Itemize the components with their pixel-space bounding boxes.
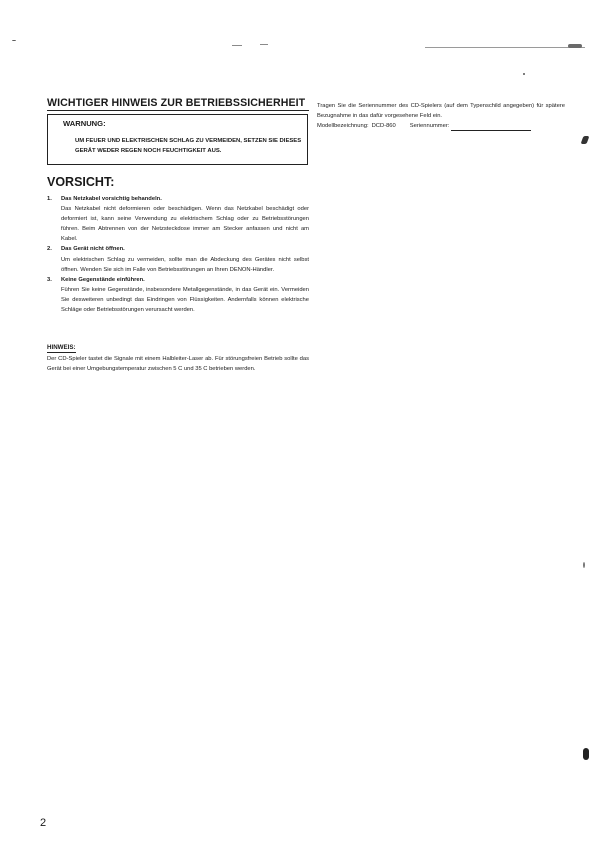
caution-item-number: 3. (47, 276, 52, 283)
page-number: 2 (40, 817, 47, 829)
model-value: DCD-860 (371, 123, 396, 129)
serial-label: Seriennummer: (409, 123, 450, 129)
warning-heading: WARNUNG: (63, 119, 106, 128)
scan-artifact-line (260, 44, 268, 45)
caution-item (47, 244, 309, 274)
scan-artifact-line (232, 45, 242, 46)
caution-item (47, 275, 309, 315)
scan-artifact-speck (523, 73, 525, 75)
serial-number-blank-line (451, 123, 531, 131)
serial-fields (317, 121, 531, 131)
model-label: Modellbezeichnung: (317, 123, 369, 129)
scan-artifact-speck (581, 136, 590, 144)
scan-artifact-line (425, 47, 585, 48)
caution-item-heading: Das Netzkabel vorsichtig behandeln. (61, 196, 162, 202)
caution-list (47, 194, 309, 315)
scan-artifact-speck (583, 562, 585, 568)
caution-item-text: Führen Sie keine Gegenstände, insbesondere Metallgegenstände, in das Gerät ein. Vermeiden Sie desweiteren unbedingt das Eindringen von Flüssigkeiten. Andernfalls können elektrische Schläge oder Betriebsstörungen verursacht werden. (61, 286, 309, 314)
caution-heading: VORSICHT: (47, 175, 115, 189)
caution-item (47, 194, 309, 244)
scan-artifact-speck (583, 748, 589, 760)
caution-item-heading: Das Gerät nicht öffnen. (61, 246, 125, 253)
serial-instructions: Tragen Sie die Seriennummer des CD-Spielers (auf dem Typenschild angegeben) für spätere Bezugnahme in das dafür vorgesehene Feld ein. (317, 103, 565, 120)
caution-item-text: Das Netzkabel nicht deformieren oder beschädigen. Wenn das Netzkabel beschädigt oder deformiert ist, kann seine Verwendung zu elektrischem Schlag oder zu Betriebsstörungen führen. Beim Abtrennen von der Netzsteckdose immer am Stecker anfassen und nicht am Kabel. (61, 206, 309, 243)
warning-box (47, 114, 308, 165)
caution-item-number: 2. (47, 246, 52, 253)
caution-item-text: Um elektrischen Schlag zu vermeiden, sollte man die Abdeckung des Gerätes nicht selbst öffnen. Wenden Sie sich im Falle von Betriebsstörungen an Ihren DENON-Händler. (61, 256, 309, 273)
scan-artifact-speck (12, 40, 16, 41)
bleed-through-artifact (100, 770, 520, 810)
warning-text: UM FEUER UND ELEKTRISCHEN SCHLAG ZU VERMEIDEN, SETZEN SIE DIESES GERÄT WEDER REGEN NOCH FEUCHTIGKEIT AUS. (75, 138, 302, 154)
caution-item-number: 1. (47, 196, 52, 202)
scan-artifact-speck (568, 44, 582, 48)
note-text: Der CD-Spieler tastet die Signale mit einem Halbleiter-Laser ab. Für störungsfreien Betrieb sollte das Gerät bei einer Umgebungstemperatur zwischen 5 C und 35 C betrieben werden. (47, 356, 309, 373)
note-heading: HINWEIS: (47, 344, 76, 351)
caution-item-heading: Keine Gegenstände einführen. (61, 276, 145, 283)
page-title: WICHTIGER HINWEIS ZUR BETRIEBSSICHERHEIT (47, 97, 309, 111)
